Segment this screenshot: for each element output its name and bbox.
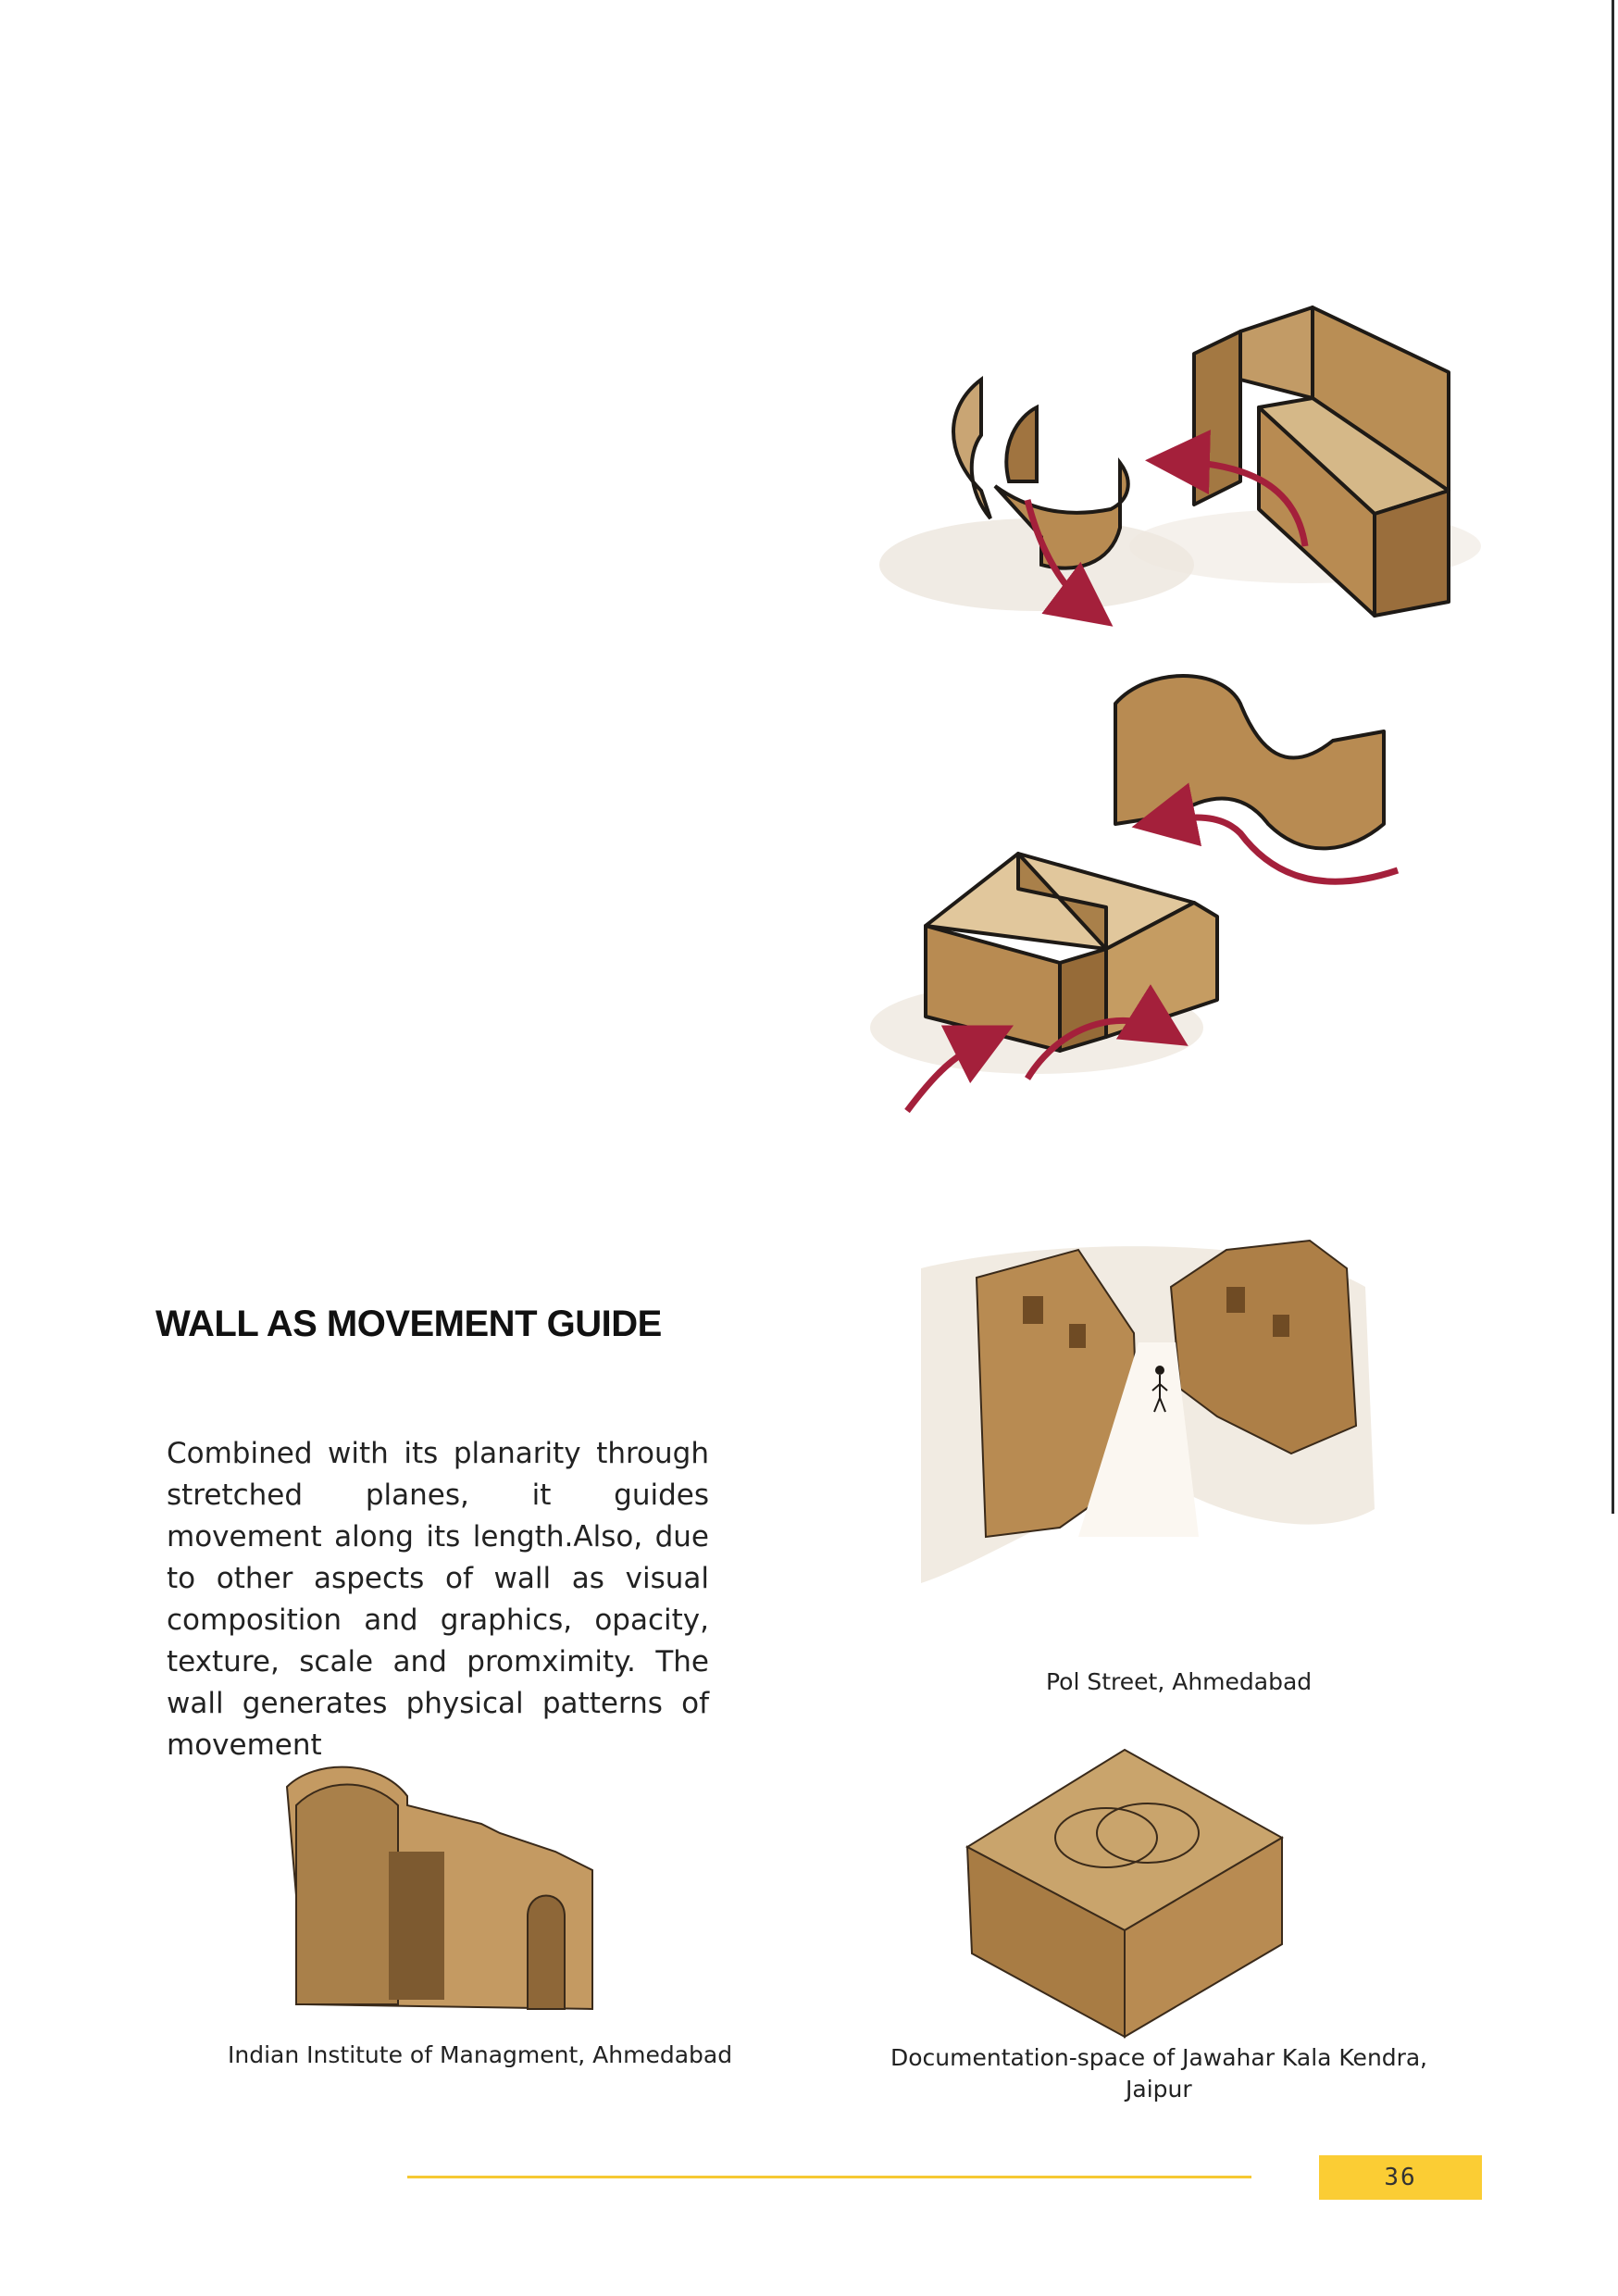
caption-jkk-comma: , — [1420, 2044, 1427, 2071]
window — [1273, 1315, 1289, 1337]
body-paragraph: Combined with its planarity through stretched planes, it guides movement along its length.Also, due to other aspects of wall as visual composition and graphics, opacity, texture, scale and promximity. The wall generates physical patterns of movement — [167, 1437, 709, 1762]
window — [1226, 1287, 1245, 1313]
wall-movement-sketches — [870, 296, 1481, 1129]
page-number: 36 — [1319, 2155, 1482, 2200]
caption-pol-street: Pol Street, Ahmedabad — [1046, 1668, 1313, 1695]
section-heading: WALL AS MOVEMENT GUIDE — [156, 1304, 662, 1344]
caption-iim: Indian Institute of Managment, Ahmedabad — [228, 2041, 733, 2068]
figure-person — [1155, 1366, 1164, 1375]
footer-rule — [407, 2176, 1251, 2178]
right-edge-rule — [1612, 0, 1614, 1514]
caption-jkk-line2: Jaipur — [1126, 2076, 1192, 2103]
iim-round-opening — [528, 1896, 565, 2010]
serpentine-wall — [1115, 676, 1384, 848]
caption-jkk-line1: Documentation-space of Jawahar Kala Kendra — [890, 2044, 1421, 2071]
window — [1069, 1324, 1086, 1348]
iim-sketch — [278, 1750, 602, 2014]
window — [1023, 1296, 1043, 1324]
pol-street-sketch — [921, 1231, 1384, 1592]
iim-arch — [296, 1785, 398, 2005]
jkk-sketch — [949, 1745, 1310, 2041]
iim-opening — [389, 1852, 444, 2000]
